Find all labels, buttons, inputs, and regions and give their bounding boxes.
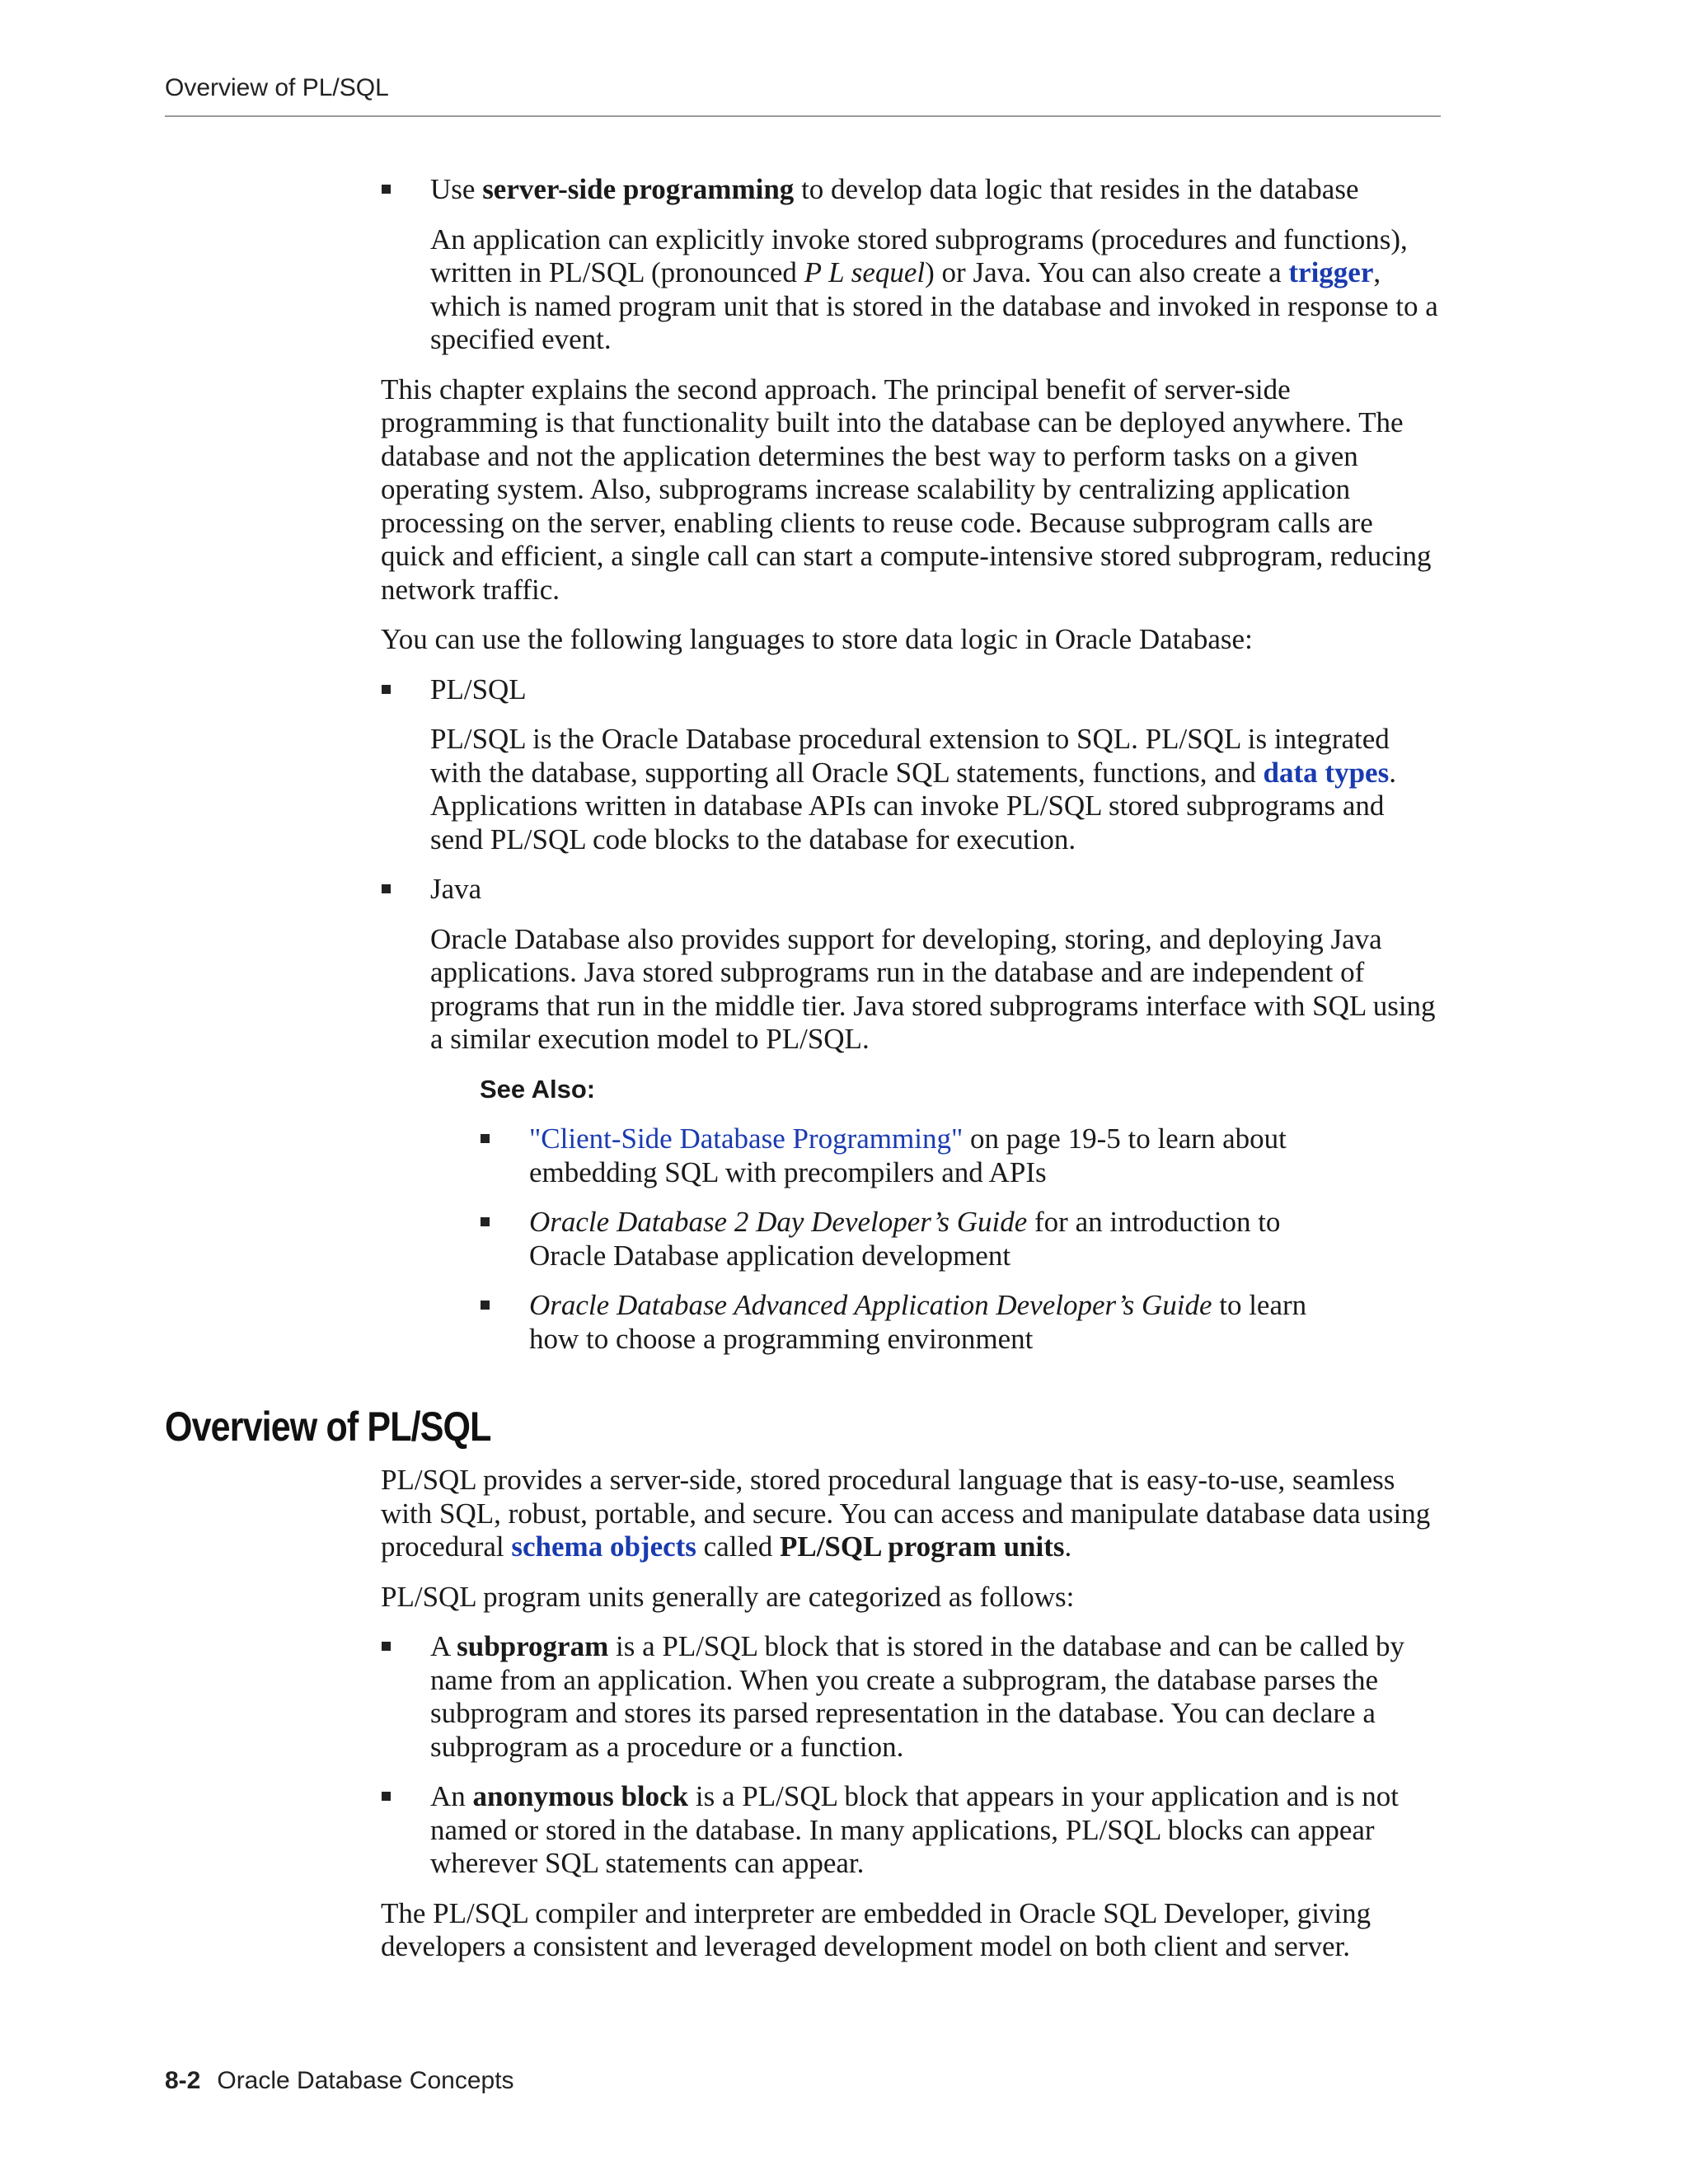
schema-objects-glossary-link[interactable]: schema objects	[511, 1530, 696, 1563]
bullet-square-icon	[382, 1792, 391, 1801]
server-side-programming-item: Use server-side programming to develop data logic that resides in the database	[381, 173, 1444, 207]
section-body	[381, 1464, 1444, 1980]
running-head: Overview of PL/SQL	[165, 74, 389, 101]
plsql-description: PL/SQL is the Oracle Database procedural extension to SQL. PL/SQL is integrated with the database, supporting all Oracle SQL statements, functions, and data types. Applications written in database APIs can invoke PL/SQL stored subprograms and send PL/SQL code blocks to the database for execution.	[430, 723, 1396, 855]
client-side-programming-link[interactable]: "Client-Side Database Programming"	[529, 1122, 964, 1155]
java-description: Oracle Database also provides support for developing, storing, and deploying Java applications. Java stored subprograms run in the database and are independent of programs that run in the middle tier. Java stored subprograms interface with SQL using a similar execution model to PL/SQL.	[430, 922, 1436, 1055]
anonymous-block-list-item: An anonymous block is a PL/SQL block that appears in your application and is not named or stored in the database. In many applications, PL/SQL blocks can appear wherever SQL statements can appear.	[381, 1780, 1444, 1881]
section-heading: Overview of PL/SQL	[165, 1404, 491, 1450]
see-also-item: Oracle Database Advanced Application Developer’s Guide to learn how to choose a programming environment	[480, 1289, 1353, 1356]
trigger-glossary-link[interactable]: trigger	[1288, 256, 1374, 288]
plsql-intro-paragraph: PL/SQL provides a server-side, stored procedural language that is easy-to-use, seamless with SQL, robust, portable, and secure. You can access and manipulate database data using procedural schema objects called PL/SQL program units.	[381, 1464, 1431, 1563]
server-side-programming-term: server-side programming	[482, 173, 795, 205]
bullet-square-icon	[481, 1217, 490, 1226]
server-side-programming-description: An application can explicitly invoke stored subprograms (procedures and functions), written in PL/SQL (pronounced P L sequel) or Java. You can also create a trigger, which is named program unit that is stored in the database and invoked in response to a specified event.	[430, 223, 1438, 355]
subprogram-list-item: A subprogram is a PL/SQL block that is stored in the database and can be called by name from an application. When you create a subprogram, the database parses the subprogram and stores its parsed representation in the database. You can declare a subprogram as a procedure or a function.	[381, 1630, 1444, 1764]
bullet-square-icon	[481, 1301, 490, 1310]
see-also-title: See Also:	[480, 1074, 596, 1104]
closing-paragraph: The PL/SQL compiler and interpreter are embedded in Oracle SQL Developer, giving developers a consistent and leveraged development model on both client and server.	[381, 1896, 1372, 1962]
bullet-square-icon	[481, 1134, 490, 1143]
bullet-square-icon	[382, 185, 391, 194]
header-rule	[165, 115, 1441, 117]
bullet-square-icon	[382, 1642, 391, 1651]
languages-paragraph: You can use the following languages to store data logic in Oracle Database:	[381, 623, 1253, 655]
bullet-square-icon	[382, 884, 391, 893]
upper-body	[381, 173, 1444, 1372]
see-also-box	[480, 1073, 1444, 1357]
approach-paragraph: This chapter explains the second approach. The principal benefit of server-side programming is that functionality built into the database can be deployed anywhere. The database and not the application determines the best way to perform tasks on a given operating system. Also, subprograms increase scalability by centralizing application processing on the server, enabling clients to reuse code. Because subprogram calls are quick and efficient, a single call can start a compute-intensive stored subprogram, reducing network traffic.	[381, 373, 1432, 606]
bullet-square-icon	[382, 685, 391, 694]
data-types-glossary-link[interactable]: data types	[1263, 756, 1390, 789]
page-footer	[165, 2067, 514, 2095]
page-number: 8-2	[165, 2067, 201, 2094]
categorized-paragraph: PL/SQL program units generally are categorized as follows:	[381, 1580, 1075, 1613]
see-also-item: Oracle Database 2 Day Developer’s Guide for an introduction to Oracle Database application development	[480, 1206, 1353, 1272]
plsql-list-item: PL/SQL	[381, 673, 1444, 707]
java-list-item: Java	[381, 873, 1444, 907]
see-also-item: "Client-Side Database Programming" on page 19-5 to learn about embedding SQL with precompilers and APIs	[480, 1122, 1353, 1189]
book-title: Oracle Database Concepts	[217, 2067, 514, 2094]
